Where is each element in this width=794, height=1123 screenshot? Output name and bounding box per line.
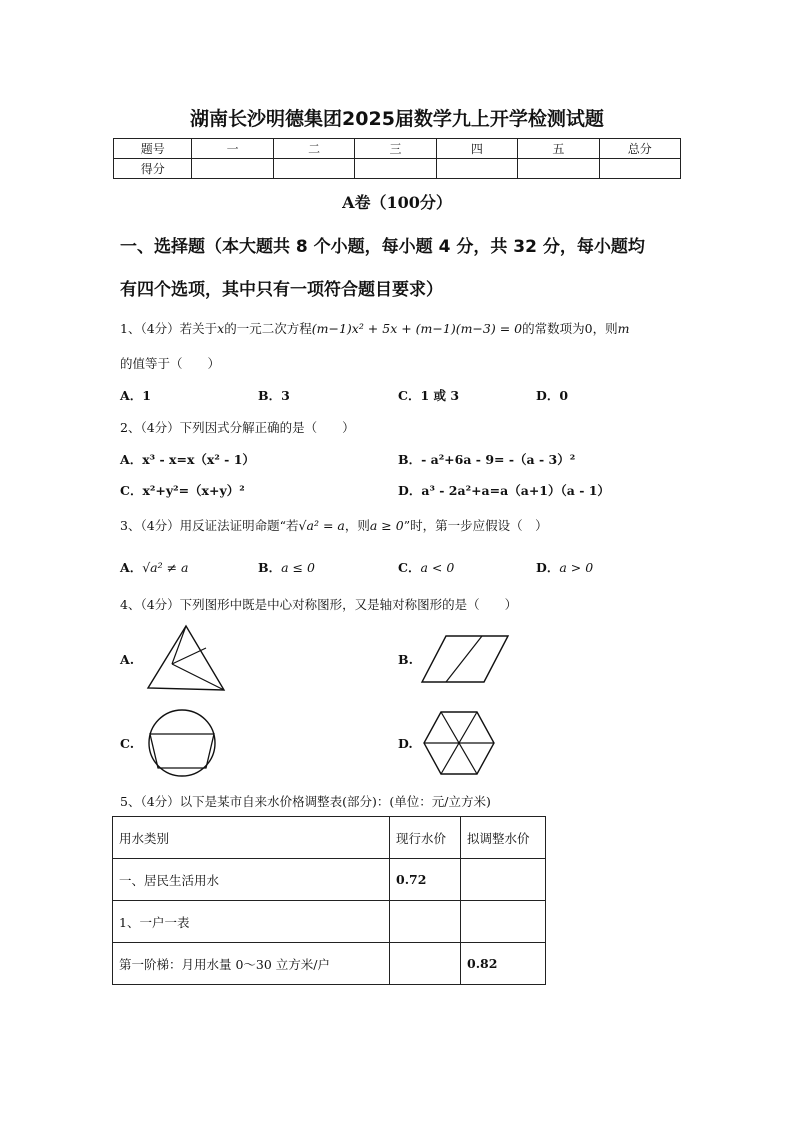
table-cell: 拟调整水价	[461, 817, 546, 859]
section1-heading-line1: 一、选择题（本大题共 8 个小题，每小题 4 分，共 32 分，每小题均	[120, 237, 645, 257]
q1-stem	[120, 319, 629, 337]
table-cell	[390, 943, 461, 985]
table-cell: 0.82	[461, 943, 546, 985]
table-row	[113, 859, 546, 901]
q1-suffix: 的常数项为0，则	[522, 321, 618, 336]
q3-option-d-label: D．	[536, 560, 560, 575]
table-cell: 第一阶梯：月用水量 0～30 立方米/户	[113, 943, 390, 985]
score-cell: 二	[273, 139, 354, 159]
q3-option-d-math: a > 0	[559, 560, 594, 575]
table-cell: 用水类别	[113, 817, 390, 859]
table-cell: 1、一户一表	[113, 901, 390, 943]
score-blank	[599, 159, 680, 179]
q1-var-x: x	[217, 321, 225, 336]
q1-option-d: D．0	[536, 388, 569, 403]
q3-option-b-math: a ≤ 0	[281, 560, 315, 575]
water-price-table	[112, 816, 546, 985]
q3-option-a-label: A．	[120, 560, 143, 575]
q4-label-b: B.	[398, 652, 413, 667]
q3-option-b	[258, 558, 315, 576]
q3-option-c-label: C．	[398, 560, 421, 575]
score-cell: 一	[192, 139, 273, 159]
score-blank	[436, 159, 517, 179]
q3-option-a	[120, 558, 189, 576]
q3-stem	[120, 516, 548, 534]
table-cell: 一、居民生活用水	[113, 859, 390, 901]
table-cell	[390, 901, 461, 943]
q3-conclusion: a ≥ 0	[369, 518, 404, 533]
score-cell: 四	[436, 139, 517, 159]
exam-title: 湖南长沙明德集团2025届数学九上开学检测试题	[190, 108, 604, 130]
table-cell: 0.72	[390, 859, 461, 901]
section1-heading-line2: 有四个选项，其中只有一项符合题目要求）	[120, 280, 443, 300]
q4-label-a: A.	[120, 652, 135, 667]
q3-option-a-math: √a² ≠ a	[142, 560, 189, 575]
q3-option-c-math: a < 0	[420, 560, 455, 575]
q3-option-c	[398, 558, 454, 576]
table-cell	[461, 901, 546, 943]
q1-var-m: m	[617, 321, 630, 336]
score-cell: 五	[518, 139, 599, 159]
q1-option-b: B．3	[258, 388, 290, 403]
score-cell: 得分	[114, 159, 192, 179]
q3-stem-a: 3、（4分）用反证法证明命题“若	[120, 518, 299, 533]
hexagon-figure	[422, 710, 496, 776]
score-blank	[355, 159, 436, 179]
triangle-figure	[144, 622, 228, 694]
q4-label-d: D.	[398, 736, 413, 751]
q1-option-c: C．1 或 3	[398, 388, 460, 403]
score-cell: 三	[355, 139, 436, 159]
q1-mid: 的一元二次方程	[224, 321, 312, 336]
q1-equation: (m−1)x² + 5x + (m−1)(m−3) = 0	[311, 321, 523, 336]
q3-condition: √a² = a	[298, 518, 345, 533]
table-row	[113, 943, 546, 985]
q3-stem-c: ”时，第一步应假设（ ）	[403, 518, 548, 533]
q2-option-c: C．x²+y²=（x+y）²	[120, 483, 245, 498]
score-table	[113, 138, 681, 179]
q1-option-a: A．1	[120, 388, 151, 403]
q4-stem: 4、（4分）下列图形中既是中心对称图形，又是轴对称图形的是（ ）	[120, 597, 518, 612]
table-row	[113, 817, 546, 859]
score-cell: 题号	[114, 139, 192, 159]
parallelogram-figure	[420, 634, 510, 686]
q3-option-d	[536, 558, 593, 576]
q2-option-b: B．- a²+6a - 9= -（a - 3）²	[398, 452, 576, 467]
score-blank	[273, 159, 354, 179]
table-cell	[461, 859, 546, 901]
circle-trapezoid-figure	[146, 708, 218, 778]
q1-prefix: 1、（4分）若关于	[120, 321, 218, 336]
q2-option-d: D．a³ - 2a²+a=a（a+1）（a - 1）	[398, 483, 610, 498]
q2-stem: 2、（4分）下列因式分解正确的是（ ）	[120, 420, 355, 435]
q3-stem-b: ，则	[344, 518, 370, 533]
section-a-title: A卷（100分）	[342, 193, 452, 212]
table-cell: 现行水价	[390, 817, 461, 859]
q2-option-a: A．x³ - x=x（x² - 1）	[120, 452, 255, 467]
score-input-row	[114, 159, 681, 179]
score-header-row	[114, 139, 681, 159]
table-row	[113, 901, 546, 943]
score-blank	[192, 159, 273, 179]
score-cell: 总分	[599, 139, 680, 159]
q4-label-c: C.	[120, 736, 135, 751]
score-blank	[518, 159, 599, 179]
q5-stem: 5、（4分）以下是某市自来水价格调整表(部分)：(单位：元/立方米)	[120, 794, 491, 809]
q1-line2: 的值等于（ ）	[120, 356, 221, 371]
q3-option-b-label: B．	[258, 560, 282, 575]
